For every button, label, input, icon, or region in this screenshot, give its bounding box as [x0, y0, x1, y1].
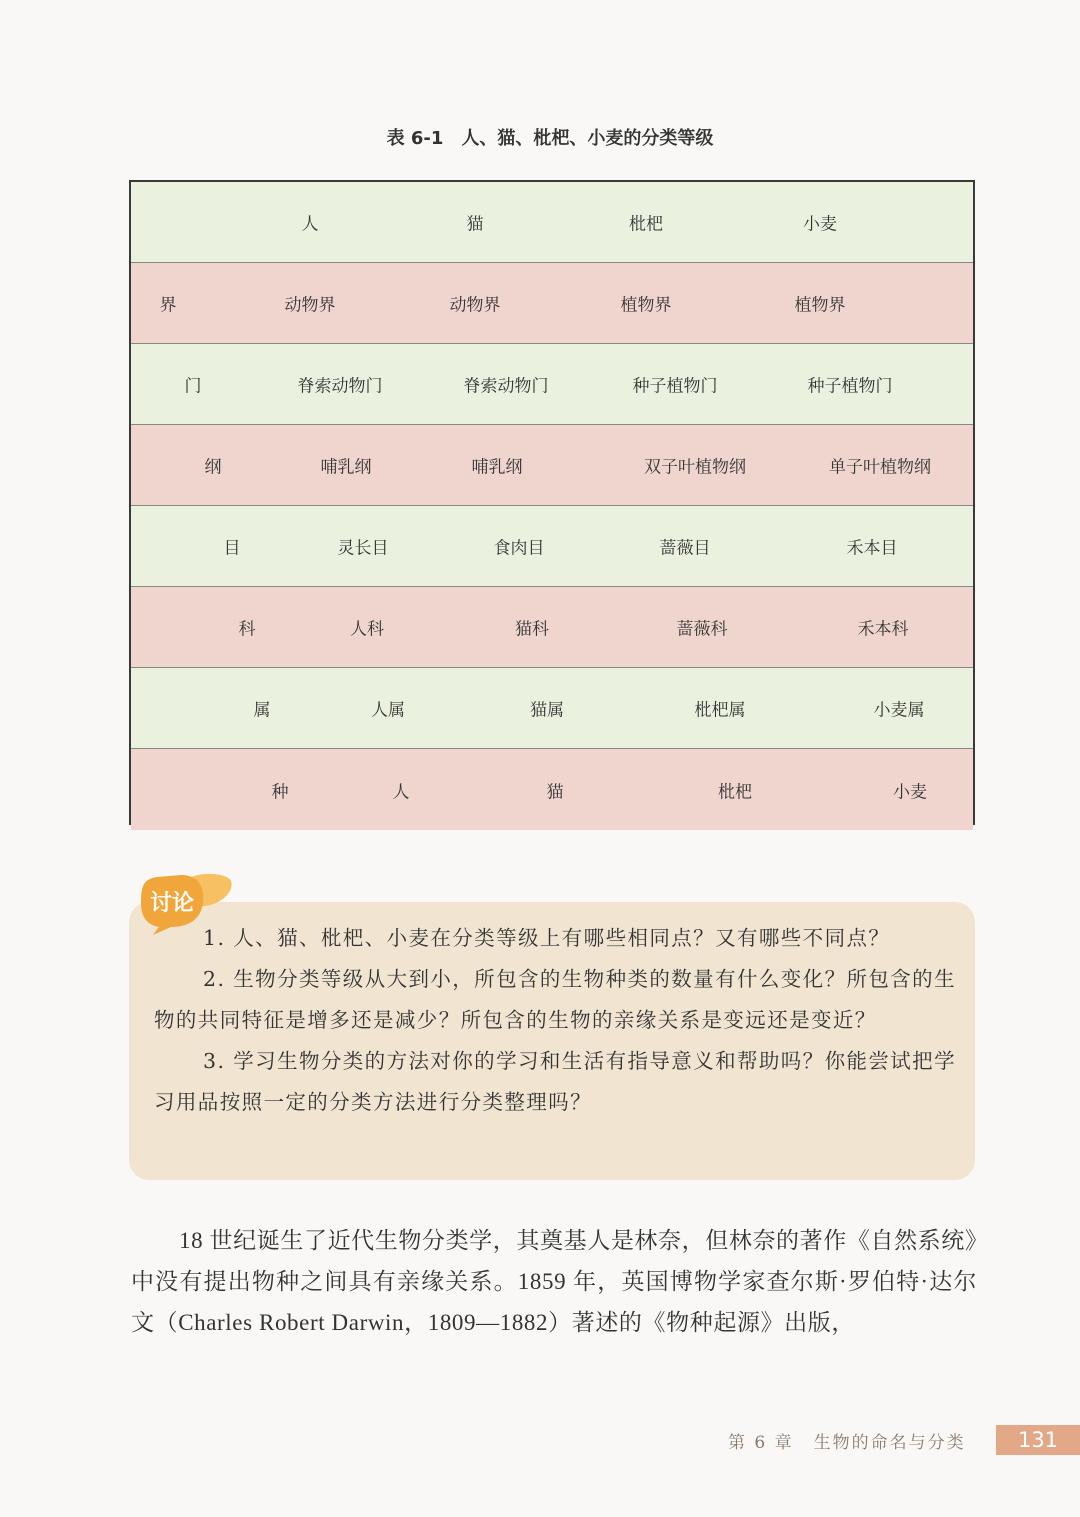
header-human: 人	[301, 214, 319, 235]
table-cell: 禾本科	[857, 619, 909, 640]
table-cell: 种子植物门	[807, 376, 893, 397]
table-cell: 动物界	[449, 295, 501, 316]
table-cell: 食肉目	[493, 538, 545, 559]
table-cell: 蔷薇科	[676, 619, 728, 640]
table-cell: 人属	[371, 700, 405, 721]
rank-label: 门	[184, 376, 202, 397]
header-wheat: 小麦	[803, 214, 837, 235]
page-number: 131	[996, 1425, 1080, 1455]
classification-table	[129, 180, 975, 825]
table-cell: 植物界	[620, 295, 672, 316]
header-loquat: 枇杷	[629, 214, 663, 235]
rank-label: 纲	[204, 457, 222, 478]
table-cell: 灵长目	[337, 538, 389, 559]
table-cell: 猫科	[515, 619, 549, 640]
table-cell: 脊索动物门	[463, 376, 549, 397]
table-cell: 种子植物门	[632, 376, 718, 397]
table-cell: 禾本目	[846, 538, 898, 559]
table-cell: 蔷薇目	[659, 538, 711, 559]
table-cell: 人科	[350, 619, 384, 640]
table-cell: 动物界	[284, 295, 336, 316]
table-cell: 枇杷	[718, 782, 752, 802]
rank-label: 属	[253, 700, 271, 721]
table-row-order	[131, 506, 973, 587]
discussion-badge-label: 讨论	[149, 891, 195, 916]
table-caption-number: 表 6-1	[386, 128, 444, 149]
rank-label: 界	[159, 295, 177, 316]
table-cell: 单子叶植物纲	[829, 457, 931, 478]
footer-chapter-title: 生物的命名与分类	[813, 1433, 966, 1453]
table-cell: 小麦	[893, 782, 927, 802]
table-caption-title: 人、猫、枇杷、小麦的分类等级	[461, 128, 714, 149]
table-cell: 猫	[546, 782, 564, 802]
table-row-phylum	[131, 344, 973, 425]
discussion-item-2: 2. 生物分类等级从大到小，所包含的生物种类的数量有什么变化？所包含的生物的共同特征是增多还是减少？所包含的生物的亲缘关系是变远还是变近？	[154, 967, 956, 1032]
body-paragraph: 18 世纪诞生了近代生物分类学，其奠基人是林奈，但林奈的著作《自然系统》中没有提出物种之间具有亲缘关系。1859 年，英国博物学家查尔斯·罗伯特·达尔文（Charles Robert Darwin，1809—1882）著述的《物种起源》出版，	[131, 1228, 977, 1335]
table-cell: 植物界	[794, 295, 846, 316]
rank-label: 目	[223, 538, 241, 559]
table-cell: 枇杷属	[694, 700, 746, 721]
table-cell: 小麦属	[873, 700, 925, 721]
table-cell: 人	[392, 782, 410, 802]
table-row-kingdom	[131, 263, 973, 344]
table-row-class	[131, 425, 973, 506]
header-cat: 猫	[466, 214, 484, 235]
table-header-row	[131, 182, 973, 263]
table-caption	[0, 124, 1080, 150]
table-row-family	[131, 587, 973, 668]
table-cell: 哺乳纲	[320, 457, 372, 478]
table-row-genus	[131, 668, 973, 749]
rank-label: 科	[238, 619, 256, 640]
footer-chapter-number: 第 6 章	[728, 1433, 794, 1453]
discussion-item-3: 3. 学习生物分类的方法对你的学习和生活有指导意义和帮助吗？你能尝试把学习用品按照一定的分类方法进行分类整理吗？	[154, 1049, 956, 1114]
table-cell: 哺乳纲	[471, 457, 523, 478]
table-cell: 脊索动物门	[297, 376, 383, 397]
table-cell: 猫属	[530, 700, 564, 721]
table-cell: 双子叶植物纲	[644, 457, 746, 478]
discussion-item-1: 1. 人、猫、枇杷、小麦在分类等级上有哪些相同点？又有哪些不同点？	[203, 926, 891, 950]
rank-label: 种	[271, 782, 289, 802]
footer-chapter	[728, 1428, 966, 1453]
discussion-text	[154, 918, 962, 1123]
table-row-species	[131, 749, 973, 830]
